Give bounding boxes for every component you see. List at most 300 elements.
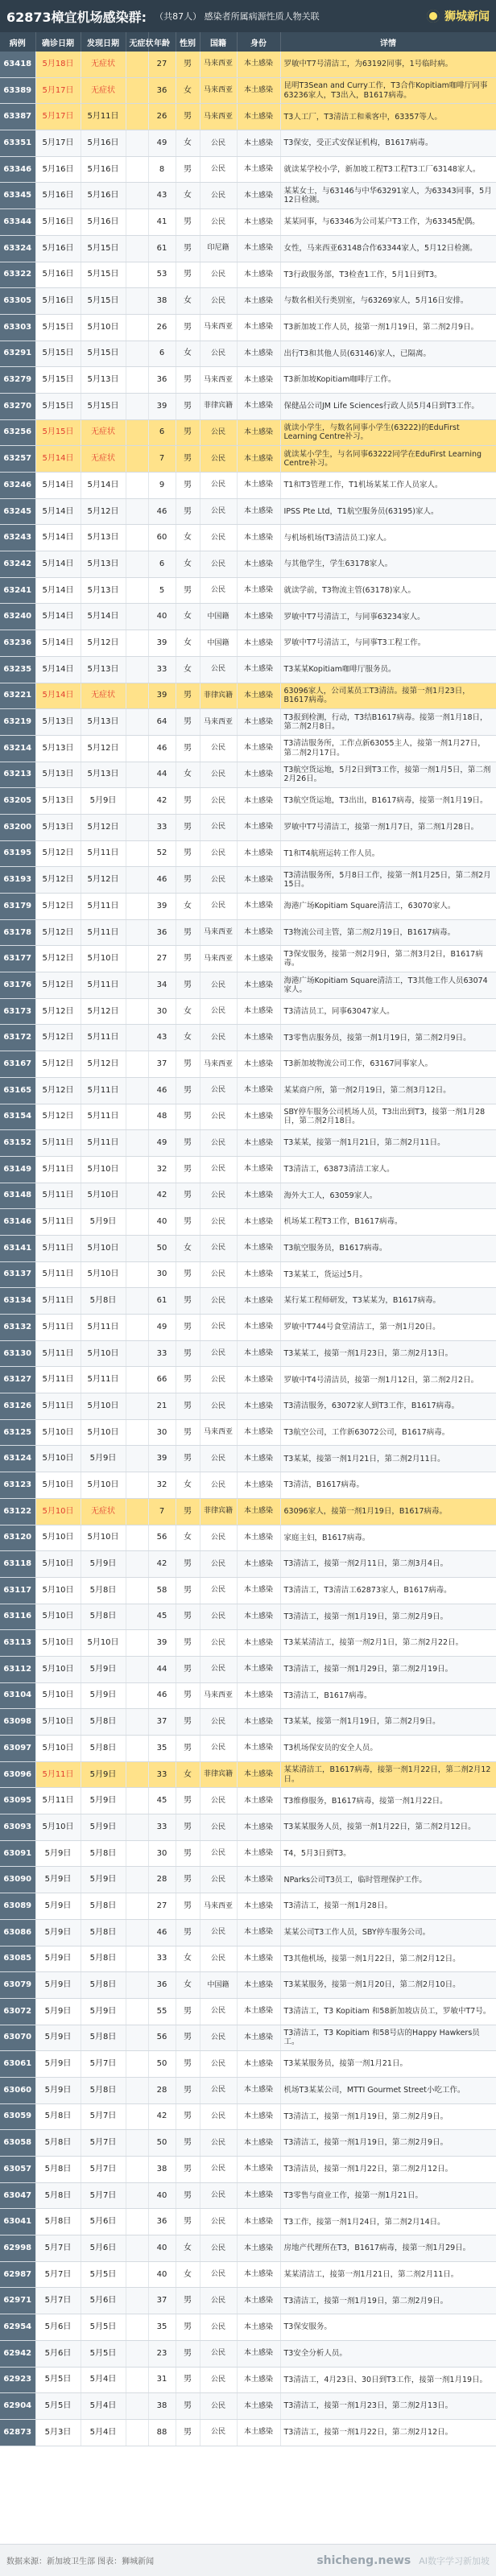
cell-detect-date: 5月4日 (81, 2419, 126, 2446)
cell-symptom (126, 1946, 148, 1972)
cell-case-id: 63090 (0, 1867, 35, 1893)
cell-age: 49 (148, 1130, 176, 1157)
cell-nationality: 公民 (200, 2367, 237, 2393)
cell-detect-date: 5月12日 (81, 998, 126, 1025)
cell-age: 8 (148, 156, 176, 183)
cell-details: T3某某服务员，接第一剂1月21日。 (280, 2051, 496, 2078)
cell-case-id: 63246 (0, 473, 35, 499)
cell-detect-date: 5月9日 (81, 1682, 126, 1709)
cell-symptom (126, 1130, 148, 1157)
cell-symptom (126, 1104, 148, 1130)
cell-status: 本土感染 (237, 2288, 280, 2314)
cell-case-id: 63117 (0, 1577, 35, 1604)
cell-case-id: 63256 (0, 419, 35, 446)
cell-confirm-date: 5月11日 (35, 1367, 81, 1393)
cell-confirm-date: 5月10日 (35, 1736, 81, 1762)
cell-case-id: 63154 (0, 1104, 35, 1130)
cell-case-id: 63123 (0, 1472, 35, 1499)
cell-details: 就读某小学生，与名同事63222同学在EduFirst Learning Centre补习。 (280, 446, 496, 473)
cell-nationality: 马来西亚 (200, 1682, 237, 1709)
cell-nationality: 公民 (200, 2182, 237, 2209)
table-row (0, 2261, 496, 2288)
cell-nationality: 公民 (200, 1788, 237, 1814)
cell-details: T3某某Kopitiam咖啡厅服务员。 (280, 656, 496, 683)
table-row (0, 209, 496, 236)
table-row (0, 1025, 496, 1051)
cell-age: 40 (148, 2182, 176, 2209)
cell-nationality: 公民 (200, 1393, 237, 1420)
cell-symptom (126, 235, 148, 262)
cell-detect-date: 5月16日 (81, 130, 126, 157)
cell-confirm-date: 5月15日 (35, 393, 81, 419)
cell-age: 64 (148, 709, 176, 736)
cell-detect-date: 无症状 (81, 419, 126, 446)
cell-age: 39 (148, 683, 176, 709)
table-row (0, 1156, 496, 1183)
cell-case-id: 63132 (0, 1315, 35, 1341)
cell-status: 本土感染 (237, 367, 280, 394)
cell-status: 本土感染 (237, 840, 280, 867)
cell-symptom (126, 972, 148, 999)
cell-case-id: 63167 (0, 1051, 35, 1078)
cell-status: 本土感染 (237, 130, 280, 157)
brand (427, 8, 490, 24)
table-row (0, 2314, 496, 2341)
cell-status: 本土感染 (237, 604, 280, 630)
cell-details: T3某某，接第一剂1月19日，第二剂2月9日。 (280, 1709, 496, 1736)
cell-details: T3某某服务，接第一剂1月20日，第二剂2月10日。 (280, 1972, 496, 1999)
cell-nationality: 公民 (200, 1814, 237, 1841)
cell-case-id: 63097 (0, 1736, 35, 1762)
cell-sex: 男 (176, 735, 200, 762)
cell-nationality: 公民 (200, 998, 237, 1025)
cell-nationality: 公民 (200, 446, 237, 473)
cell-confirm-date: 5月14日 (35, 473, 81, 499)
cell-status: 本土感染 (237, 2157, 280, 2183)
cell-detect-date: 5月10日 (81, 1261, 126, 1288)
cell-status: 本土感染 (237, 2393, 280, 2420)
cell-confirm-date: 5月6日 (35, 2314, 81, 2341)
cell-symptom (126, 1867, 148, 1893)
cell-age: 30 (148, 1261, 176, 1288)
cell-symptom (126, 1367, 148, 1393)
cell-age: 35 (148, 1736, 176, 1762)
cell-sex: 男 (176, 1419, 200, 1446)
cell-nationality: 公民 (200, 1077, 237, 1104)
cell-sex: 男 (176, 1630, 200, 1657)
cell-details: T3维修服务，B1617病毒，接第一剂1月22日。 (280, 1788, 496, 1814)
col-header-detect: 发现日期 (81, 32, 126, 52)
cell-sex: 女 (176, 1525, 200, 1551)
table-row (0, 919, 496, 946)
cell-status: 本土感染 (237, 1288, 280, 1315)
cell-details: T3清洁工，接第一剂1月22日，第二剂2月12日。 (280, 2419, 496, 2446)
cell-sex: 男 (176, 314, 200, 341)
cell-symptom (126, 1261, 148, 1288)
cell-symptom (126, 1788, 148, 1814)
cell-status: 本土感染 (237, 1682, 280, 1709)
table-row (0, 1577, 496, 1604)
cell-case-id: 62904 (0, 2393, 35, 2420)
cell-sex: 男 (176, 1261, 200, 1288)
table-row (0, 2393, 496, 2420)
cell-details: T3清洁工，接第一剂2月11日，第二剂3月4日。 (280, 1551, 496, 1578)
cell-symptom (126, 604, 148, 630)
cell-age: 27 (148, 52, 176, 77)
cell-symptom (126, 1814, 148, 1841)
col-header-age: 年龄 (148, 32, 176, 52)
cell-nationality: 马来西亚 (200, 946, 237, 972)
cell-sex: 男 (176, 235, 200, 262)
table-row (0, 1315, 496, 1341)
cell-age: 60 (148, 525, 176, 551)
cell-details: T3新加坡工作人员，接第一剂1月19日，第二剂2月9日。 (280, 314, 496, 341)
cell-case-id: 63387 (0, 104, 35, 130)
cell-nationality: 公民 (200, 2051, 237, 2078)
cell-details: 海外大工人，63059家人。 (280, 1183, 496, 1209)
cell-status: 本土感染 (237, 1946, 280, 1972)
cell-details: T3清洁服务，63072家人到T3工作，B1617病毒。 (280, 1393, 496, 1420)
table-row (0, 1472, 496, 1499)
cell-detect-date: 5月10日 (81, 1419, 126, 1446)
table-row (0, 1367, 496, 1393)
cell-nationality: 公民 (200, 183, 237, 209)
cell-symptom (126, 262, 148, 288)
cell-details: T3清洁工，B1617病毒。 (280, 1682, 496, 1709)
cell-case-id: 63041 (0, 2209, 35, 2235)
cell-nationality: 公民 (200, 894, 237, 920)
cell-status: 本土感染 (237, 2182, 280, 2209)
cell-detect-date: 5月11日 (81, 1104, 126, 1130)
cell-details: T3新加坡Kopitiam咖啡厅工作。 (280, 367, 496, 394)
cell-details: 家庭主妇，B1617病毒。 (280, 1525, 496, 1551)
cell-nationality: 公民 (200, 419, 237, 446)
cell-symptom (126, 288, 148, 315)
col-header-confirm: 确诊日期 (35, 32, 81, 52)
cell-symptom (126, 2393, 148, 2420)
cell-nationality: 公民 (200, 1577, 237, 1604)
cell-symptom (126, 419, 148, 446)
table-row (0, 1761, 496, 1788)
cell-nationality: 马来西亚 (200, 1051, 237, 1078)
cell-detect-date: 无症状 (81, 683, 126, 709)
cell-confirm-date: 5月13日 (35, 788, 81, 815)
cell-case-id: 63236 (0, 630, 35, 657)
cell-age: 40 (148, 2235, 176, 2262)
cell-sex: 男 (176, 262, 200, 288)
cell-age: 38 (148, 2393, 176, 2420)
table-row (0, 1551, 496, 1578)
cell-status: 本土感染 (237, 419, 280, 446)
table-row (0, 998, 496, 1025)
cell-sex: 女 (176, 998, 200, 1025)
cell-sex: 男 (176, 1393, 200, 1420)
cell-status: 本土感染 (237, 1315, 280, 1341)
cell-nationality: 公民 (200, 2340, 237, 2367)
cell-symptom (126, 156, 148, 183)
cell-sex: 男 (176, 367, 200, 394)
cell-case-id: 63242 (0, 551, 35, 578)
cell-status: 本土感染 (237, 1709, 280, 1736)
cell-age: 7 (148, 446, 176, 473)
cell-symptom (126, 2077, 148, 2103)
table-row (0, 498, 496, 525)
cell-confirm-date: 5月16日 (35, 235, 81, 262)
cell-symptom (126, 130, 148, 157)
cell-status: 本土感染 (237, 788, 280, 815)
cell-symptom (126, 1288, 148, 1315)
cell-detect-date: 无症状 (81, 1498, 126, 1525)
cell-symptom (126, 1525, 148, 1551)
cell-sex: 男 (176, 1446, 200, 1472)
cell-status: 本土感染 (237, 2314, 280, 2341)
table-row (0, 1051, 496, 1078)
cell-sex: 女 (176, 1972, 200, 1999)
cell-detect-date: 5月5日 (81, 2340, 126, 2367)
table-row (0, 1498, 496, 1525)
cell-nationality: 公民 (200, 1315, 237, 1341)
cell-confirm-date: 5月7日 (35, 2288, 81, 2314)
cell-details: T3某某，接第一剂1月21日，第二剂2月11日。 (280, 1130, 496, 1157)
cell-detect-date: 5月5日 (81, 2314, 126, 2341)
cell-age: 33 (148, 1946, 176, 1972)
cell-details: T3某某工，货运过5月。 (280, 1261, 496, 1288)
cell-status: 本土感染 (237, 709, 280, 736)
cell-case-id: 63219 (0, 709, 35, 736)
cell-details: T1和T3管理工作，T1机场某某工作人员家人。 (280, 473, 496, 499)
cell-nationality: 公民 (200, 551, 237, 578)
cell-confirm-date: 5月10日 (35, 1656, 81, 1682)
cell-age: 42 (148, 788, 176, 815)
cell-details: 罗敏中T4号清洁员，接第一剂1月12日，第二剂2月2日。 (280, 1367, 496, 1393)
cell-details: 63096家人，接第一剂1月19日，B1617病毒。 (280, 1498, 496, 1525)
cell-case-id: 62971 (0, 2288, 35, 2314)
cell-status: 本土感染 (237, 1761, 280, 1788)
cell-status: 本土感染 (237, 104, 280, 130)
table-row (0, 577, 496, 604)
cell-status: 本土感染 (237, 525, 280, 551)
cell-symptom (126, 52, 148, 77)
cell-sex: 男 (176, 2209, 200, 2235)
cell-case-id: 63165 (0, 1077, 35, 1104)
cell-nationality: 马来西亚 (200, 1419, 237, 1446)
cell-detect-date: 5月13日 (81, 551, 126, 578)
cell-symptom (126, 630, 148, 657)
cell-details: T3保安，受正式安保证机构，B1617病毒。 (280, 130, 496, 157)
cell-nationality: 公民 (200, 156, 237, 183)
cell-status: 本土感染 (237, 630, 280, 657)
cell-nationality: 公民 (200, 840, 237, 867)
cell-confirm-date: 5月3日 (35, 2419, 81, 2446)
cell-confirm-date: 5月12日 (35, 894, 81, 920)
cell-detect-date: 5月9日 (81, 1209, 126, 1236)
cell-symptom (126, 2051, 148, 2078)
cell-detect-date: 5月10日 (81, 1235, 126, 1261)
cell-status: 本土感染 (237, 2419, 280, 2446)
cell-confirm-date: 5月11日 (35, 1340, 81, 1367)
cell-details: T3清洁工，接第一剂1月19日，第二剂2月9日。 (280, 2103, 496, 2130)
cell-age: 52 (148, 840, 176, 867)
cell-case-id: 63214 (0, 735, 35, 762)
cell-confirm-date: 5月12日 (35, 1025, 81, 1051)
cell-status: 本土感染 (237, 656, 280, 683)
cell-age: 50 (148, 2130, 176, 2157)
cell-nationality: 公民 (200, 1156, 237, 1183)
cell-detect-date: 5月11日 (81, 972, 126, 999)
cell-detect-date: 5月8日 (81, 1288, 126, 1315)
cell-status: 本土感染 (237, 972, 280, 999)
cell-confirm-date: 5月14日 (35, 656, 81, 683)
cell-sex: 男 (176, 1604, 200, 1630)
cell-symptom (126, 1761, 148, 1788)
cell-nationality: 马来西亚 (200, 104, 237, 130)
cell-detect-date: 5月12日 (81, 735, 126, 762)
cell-age: 53 (148, 262, 176, 288)
cell-sex: 男 (176, 1709, 200, 1736)
cell-sex: 男 (176, 473, 200, 499)
cell-symptom (126, 1051, 148, 1078)
cell-age: 6 (148, 419, 176, 446)
cell-nationality: 公民 (200, 2261, 237, 2288)
cell-symptom (126, 683, 148, 709)
cell-case-id: 63179 (0, 894, 35, 920)
cell-status: 本土感染 (237, 1393, 280, 1420)
cell-nationality: 马来西亚 (200, 314, 237, 341)
cell-details: T3清洁工，4月23日、30日到T3工作，接第一剂1月19日。 (280, 2367, 496, 2393)
cell-symptom (126, 1209, 148, 1236)
cell-age: 61 (148, 235, 176, 262)
watermark: shicheng.news (316, 2553, 411, 2567)
cell-age: 42 (148, 2103, 176, 2130)
cell-status: 本土感染 (237, 1051, 280, 1078)
cell-nationality: 公民 (200, 735, 237, 762)
cell-age: 39 (148, 393, 176, 419)
cell-nationality: 公民 (200, 473, 237, 499)
table-row (0, 1630, 496, 1657)
cell-detect-date: 5月11日 (81, 1077, 126, 1104)
cell-symptom (126, 762, 148, 788)
cell-details: T3物流公司主管，第二剂2月19日，B1617病毒。 (280, 919, 496, 946)
cell-details: T3清洁工，T3 Kopitiam 和58号店的Happy Hawkers员工。 (280, 2025, 496, 2051)
cell-symptom (126, 498, 148, 525)
cell-case-id: 63096 (0, 1761, 35, 1788)
cell-sex: 男 (176, 2130, 200, 2157)
cell-status: 本土感染 (237, 1736, 280, 1762)
cell-nationality: 公民 (200, 1104, 237, 1130)
cell-case-id: 63291 (0, 341, 35, 367)
cell-case-id: 63305 (0, 288, 35, 315)
cell-detect-date: 5月9日 (81, 1998, 126, 2025)
cell-detect-date: 5月7日 (81, 2130, 126, 2157)
table-row (0, 235, 496, 262)
cell-case-id: 63146 (0, 1209, 35, 1236)
cell-confirm-date: 5月9日 (35, 1893, 81, 1920)
cell-detect-date: 5月13日 (81, 367, 126, 394)
cell-symptom (126, 788, 148, 815)
cell-symptom (126, 840, 148, 867)
cell-case-id: 63193 (0, 867, 35, 894)
cell-details: 与数名相关行类别室，与63269家人，5月16日安排。 (280, 288, 496, 315)
cell-status: 本土感染 (237, 2367, 280, 2393)
cell-confirm-date: 5月6日 (35, 2340, 81, 2367)
cell-confirm-date: 5月14日 (35, 630, 81, 657)
cell-confirm-date: 5月9日 (35, 1840, 81, 1867)
cell-age: 88 (148, 2419, 176, 2446)
cell-confirm-date: 5月16日 (35, 209, 81, 236)
cell-status: 本土感染 (237, 814, 280, 840)
cell-detect-date: 5月8日 (81, 1972, 126, 1999)
cell-age: 33 (148, 1761, 176, 1788)
cell-status: 本土感染 (237, 341, 280, 367)
cell-nationality: 中国籍 (200, 604, 237, 630)
table-row (0, 735, 496, 762)
cell-details: 就读某学校小学，新加坡工程T3工程T3工厂63148家人。 (280, 156, 496, 183)
cell-sex: 男 (176, 1340, 200, 1367)
table-row (0, 2077, 496, 2103)
cell-status: 本土感染 (237, 235, 280, 262)
cell-age: 36 (148, 919, 176, 946)
table-row (0, 1814, 496, 1841)
cell-confirm-date: 5月11日 (35, 1156, 81, 1183)
table-row (0, 104, 496, 130)
cell-age: 36 (148, 1972, 176, 1999)
table-row (0, 156, 496, 183)
cell-case-id: 63322 (0, 262, 35, 288)
cell-age: 40 (148, 1209, 176, 1236)
cell-status: 本土感染 (237, 2103, 280, 2130)
cell-details: 出行T3和其他人员(63146)家人，已隔离。 (280, 341, 496, 367)
cell-symptom (126, 341, 148, 367)
table-row (0, 367, 496, 394)
table-row (0, 1209, 496, 1236)
table-header-row (0, 32, 496, 52)
col-header-nationality: 国籍 (200, 32, 237, 52)
table-row (0, 473, 496, 499)
cell-symptom (126, 1446, 148, 1472)
cell-nationality: 中国籍 (200, 1972, 237, 1999)
cell-case-id: 63072 (0, 1998, 35, 2025)
cell-confirm-date: 5月13日 (35, 814, 81, 840)
cell-case-id: 63172 (0, 1025, 35, 1051)
cell-detect-date: 5月7日 (81, 2103, 126, 2130)
cell-age: 32 (148, 1472, 176, 1499)
cell-age: 39 (148, 894, 176, 920)
cell-case-id: 63093 (0, 1814, 35, 1841)
cell-sex: 女 (176, 894, 200, 920)
cell-symptom (126, 2288, 148, 2314)
cell-details: T3航空货运地，5月2日到T3工作，接第一剂1月5日，第二剂2月26日。 (280, 762, 496, 788)
cell-sex: 男 (176, 1315, 200, 1341)
cell-status: 本土感染 (237, 446, 280, 473)
cell-sex: 女 (176, 1472, 200, 1499)
cell-sex: 男 (176, 1867, 200, 1893)
cell-status: 本土感染 (237, 1577, 280, 1604)
cell-case-id: 63418 (0, 52, 35, 77)
cell-detect-date: 5月15日 (81, 341, 126, 367)
cell-case-id: 63177 (0, 946, 35, 972)
cell-confirm-date: 5月10日 (35, 1446, 81, 1472)
cell-case-id: 63137 (0, 1261, 35, 1288)
cell-detect-date: 5月10日 (81, 1340, 126, 1367)
table-row (0, 1972, 496, 1999)
cell-confirm-date: 5月10日 (35, 1551, 81, 1578)
cell-details: T3航空服务员，B1617病毒。 (280, 1235, 496, 1261)
cell-confirm-date: 5月9日 (35, 2051, 81, 2078)
cell-case-id: 63061 (0, 2051, 35, 2078)
cell-status: 本土感染 (237, 77, 280, 104)
cell-sex: 男 (176, 946, 200, 972)
cell-confirm-date: 5月17日 (35, 104, 81, 130)
